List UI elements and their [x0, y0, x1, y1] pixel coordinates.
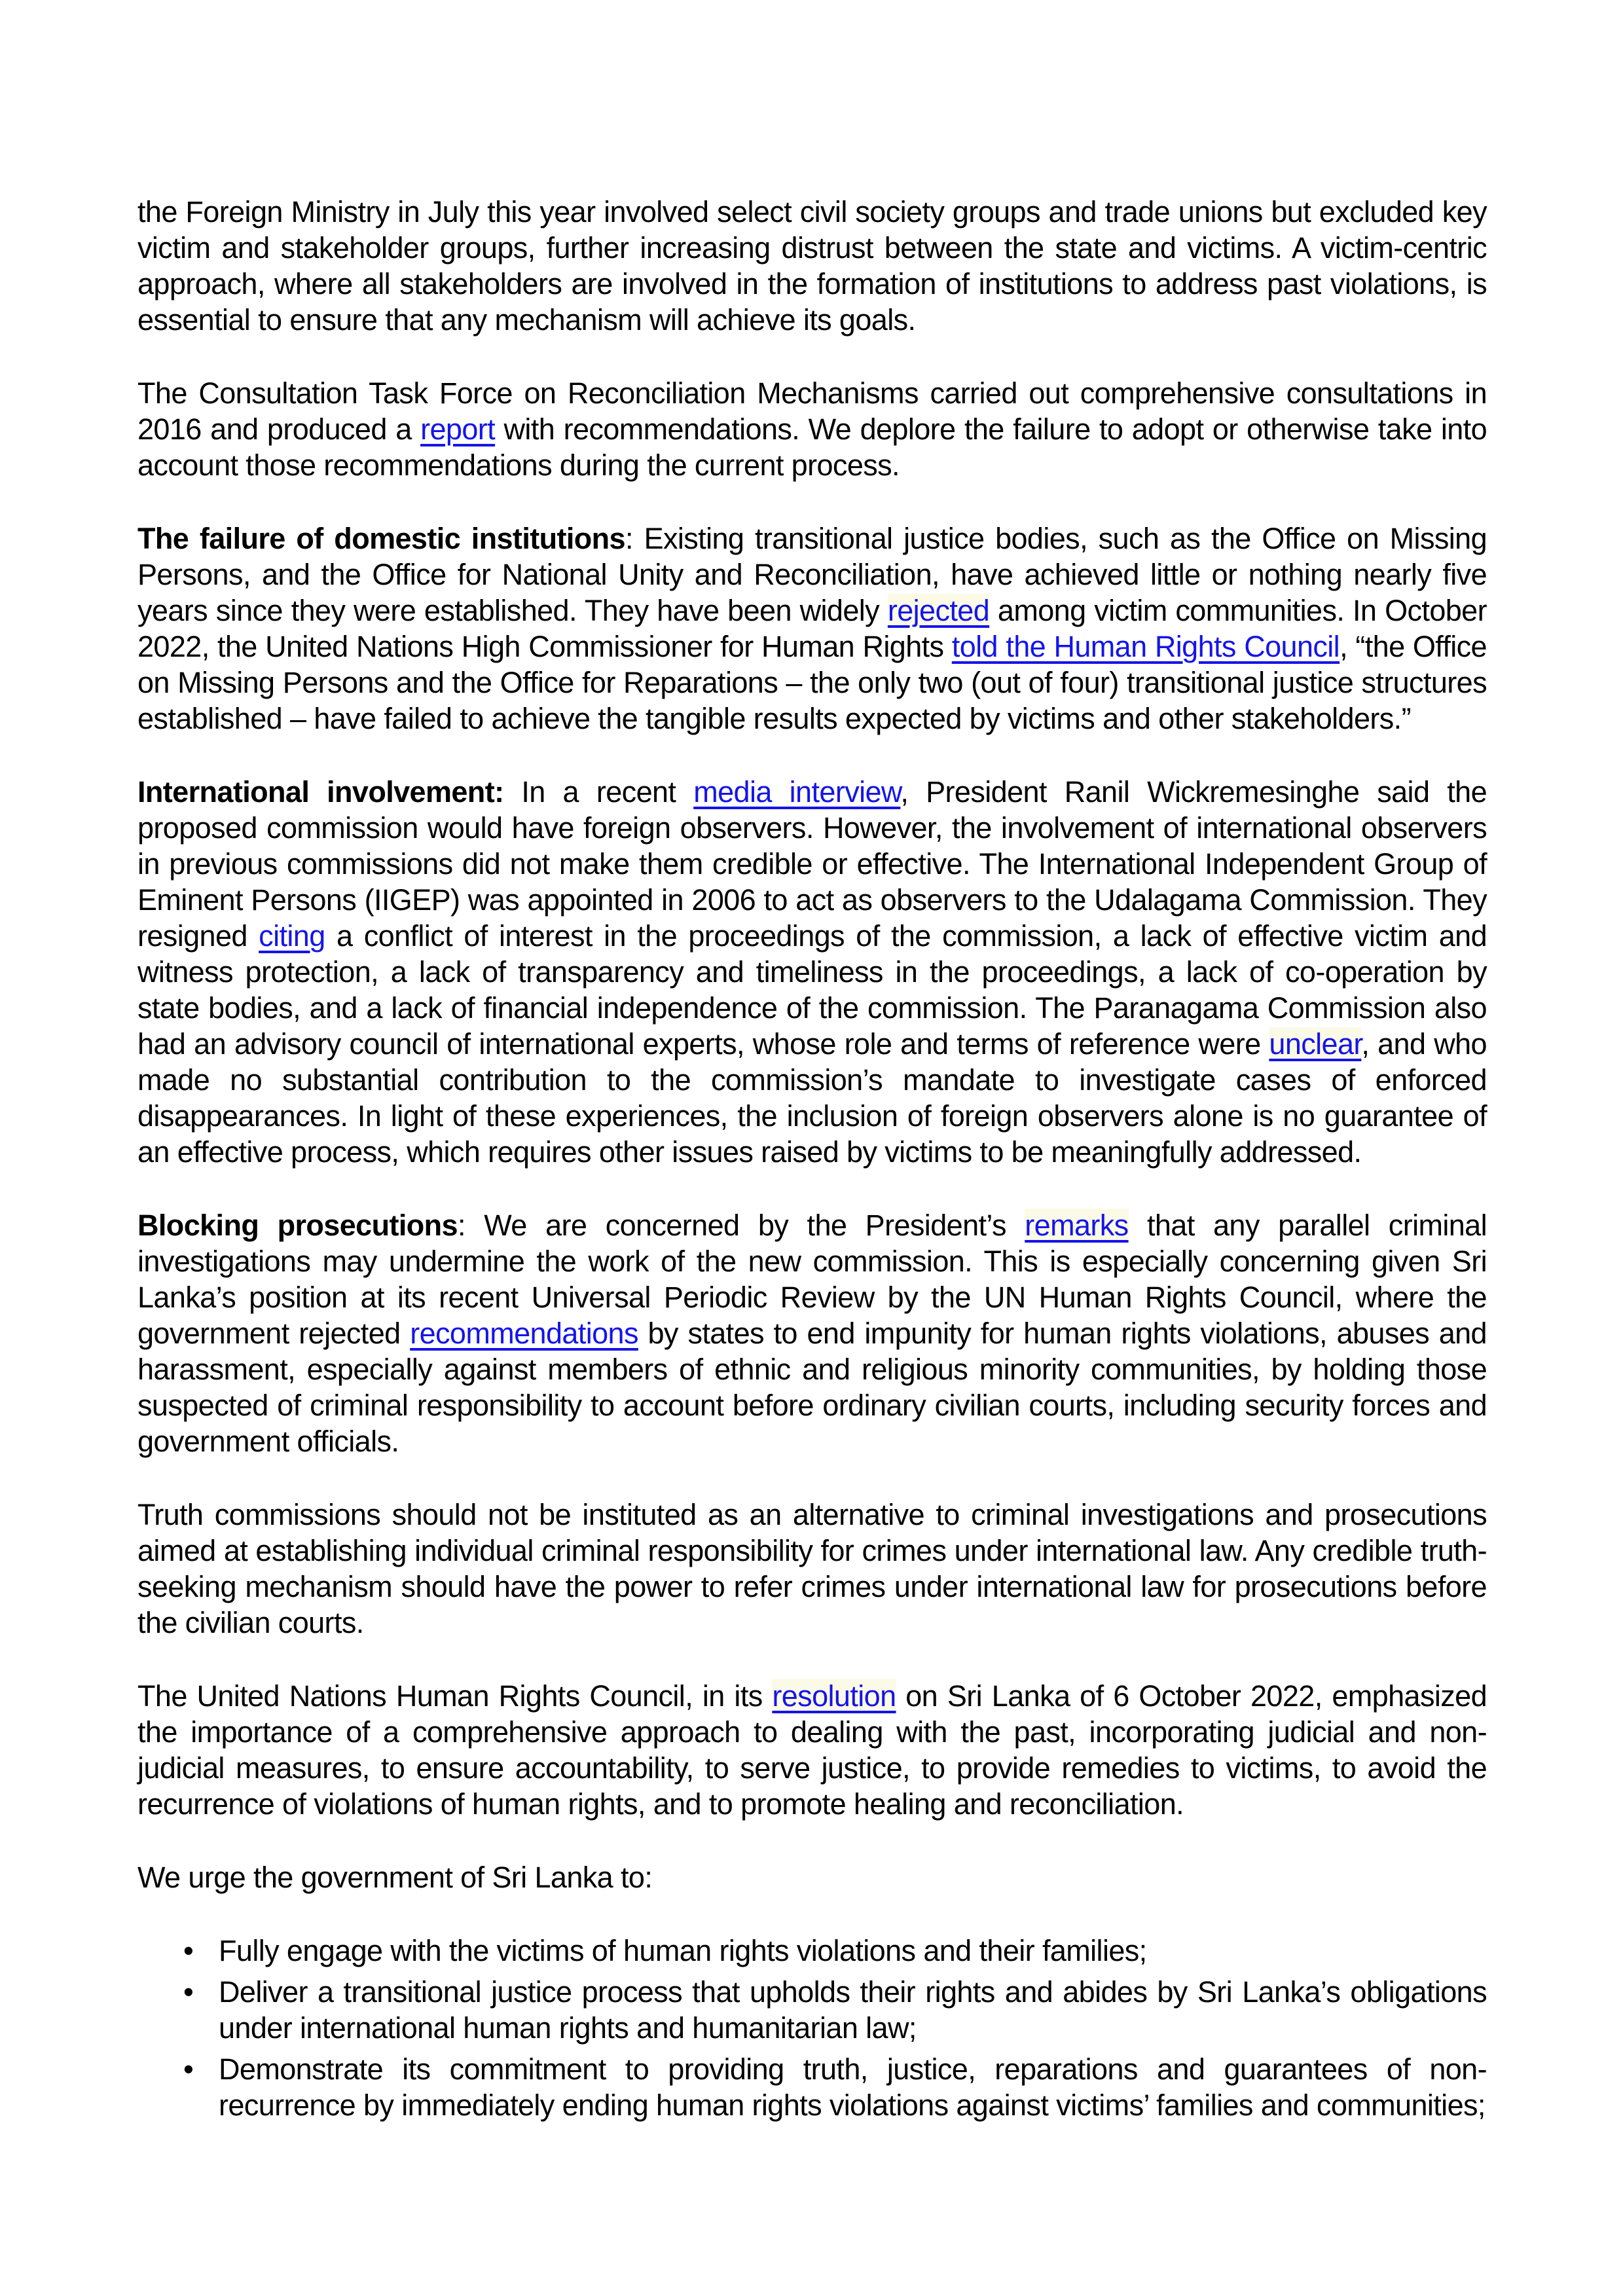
paragraph-p4	[137, 774, 1487, 1170]
link-media-interview[interactable]: media interview	[693, 775, 901, 809]
text-run: Truth commissions should not be instituted as an alternative to criminal investigations and prosecutions aimed at establishing individual criminal responsibility for crimes under international law. Any credible truth-seeking mechanism should have the power to refer crimes under international law for prosecutions before the civilian courts.	[137, 1498, 1487, 1639]
text-run: a conflict of interest in the proceedings of the commission, a lack of effective victim and witness protection, a lack of transparency and timeliness in the proceedings, a lack of co-operation by state bodies, and a lack of financial independence of the commission. The Paranagama Commission also had an advisory council of international experts, whose role and terms of reference were	[137, 919, 1487, 1061]
text-run: the Foreign Ministry in July this year involved select civil society groups and trade unions but excluded key victim and stakeholder groups, further increasing distrust between the state and victims. A victim-centric approach, where all stakeholders are involved in the formation of institutions to address past violations, is essential to ensure that any mechanism will achieve its goals.	[137, 195, 1487, 337]
text-run: with recommendations. We deplore the failure to adopt or otherwise take into account those recommendations during the current process.	[137, 412, 1487, 482]
link-resolution[interactable]: resolution	[772, 1679, 896, 1713]
bold-run: Blocking prosecutions	[137, 1209, 458, 1242]
bullet-item-2	[137, 1974, 1487, 2046]
text-run: on Sri Lanka of 6 October 2022, emphasized the importance of a comprehensive approach to dealing with the past, incorporating judicial and non-judicial measures, to ensure accountability, to serve justice, to provide remedies to victims, to avoid the recurrence of violations of human rights, and to promote healing and reconciliation.	[137, 1679, 1487, 1821]
text-run: , “the Office on Missing Persons and the Office for Reparations – the only two (out of four) transitional justice structures established – have failed to achieve the tangible results expected by victims and other stakeholders.”	[137, 630, 1487, 735]
text-run: , President Ranil Wickremesinghe said the proposed commission would have foreign observers. However, the involvement of international observers in previous commissions did not make them credible or effective. The International Independent Group of Eminent Persons (IIGEP) was appointed in 2006 to act as observers to the Udalagama Commission. They resigned	[137, 775, 1487, 953]
bullet-icon: •	[183, 1934, 194, 1967]
bold-run: The failure of domestic institutions	[137, 522, 625, 555]
bullet-item-1	[137, 1933, 1487, 1969]
link-rejected[interactable]: rejected	[887, 594, 990, 627]
link-remarks[interactable]: remarks	[1025, 1209, 1129, 1242]
paragraph-p6	[137, 1497, 1487, 1641]
paragraph-p3	[137, 520, 1487, 737]
link-told-the-human-rights-council[interactable]: told the Human Rights Council	[951, 630, 1340, 663]
paragraph-p7	[137, 1678, 1487, 1822]
text-run: We urge the government of Sri Lanka to:	[137, 1861, 653, 1894]
bullet-icon: •	[183, 2052, 194, 2086]
document-body	[137, 194, 1487, 1895]
text-run: The United Nations Human Rights Council, in its	[137, 1679, 773, 1713]
paragraph-p8	[137, 1859, 1487, 1895]
text-run: Fully engage with the victims of human rights violations and their families;	[219, 1934, 1147, 1967]
text-run: The Consultation Task Force on Reconciliation Mechanisms carried out comprehensive consultations in 2016 and produced a	[137, 376, 1487, 446]
paragraph-p5	[137, 1207, 1487, 1459]
text-run: , and who made no substantial contribution to the commission’s mandate to investigate cases of enforced disappearances. In light of these experiences, the inclusion of foreign observers alone is no guarantee of an effective process, which requires other issues raised by victims to be meaningfully addressed.	[137, 1027, 1487, 1169]
text-run: In a recent	[503, 775, 694, 809]
link-unclear[interactable]: unclear	[1269, 1027, 1362, 1061]
text-run: Deliver a transitional justice process that upholds their rights and abides by Sri Lanka’s obligations under international human rights and humanitarian law;	[219, 1975, 1487, 2045]
bullet-item-3	[137, 2051, 1487, 2123]
bold-run: International involvement:	[137, 775, 504, 809]
bullet-list	[137, 1933, 1487, 2123]
paragraph-p1	[137, 194, 1487, 338]
text-run: Demonstrate its commitment to providing truth, justice, reparations and guarantees of non-recurrence by immediately ending human rights violations against victims’ families and communities;	[219, 2052, 1487, 2122]
text-run: among victim communities. In October 2022, the United Nations High Commissioner for Human Rights	[137, 594, 1487, 663]
text-run: by states to end impunity for human rights violations, abuses and harassment, especially against members of ethnic and religious minority communities, by holding those suspected of criminal responsibility to account before ordinary civilian courts, including security forces and government officials.	[137, 1317, 1487, 1458]
paragraph-p2	[137, 375, 1487, 483]
text-run: : Existing transitional justice bodies, such as the Office on Missing Persons, and the Office for National Unity and Reconciliation, have achieved little or nothing nearly five years since they were established. They have been widely	[137, 522, 1487, 627]
bullet-icon: •	[183, 1975, 194, 2009]
text-run: : We are concerned by the President’s	[457, 1209, 1025, 1242]
link-report[interactable]: report	[420, 412, 496, 446]
link-citing[interactable]: citing	[259, 919, 325, 953]
text-run: that any parallel criminal investigations may undermine the work of the new commission. This is especially concerning given Sri Lanka’s position at its recent Universal Periodic Review by the UN Human Rights Council, where the government rejected	[137, 1209, 1487, 1350]
link-recommendations[interactable]: recommendations	[410, 1317, 638, 1350]
